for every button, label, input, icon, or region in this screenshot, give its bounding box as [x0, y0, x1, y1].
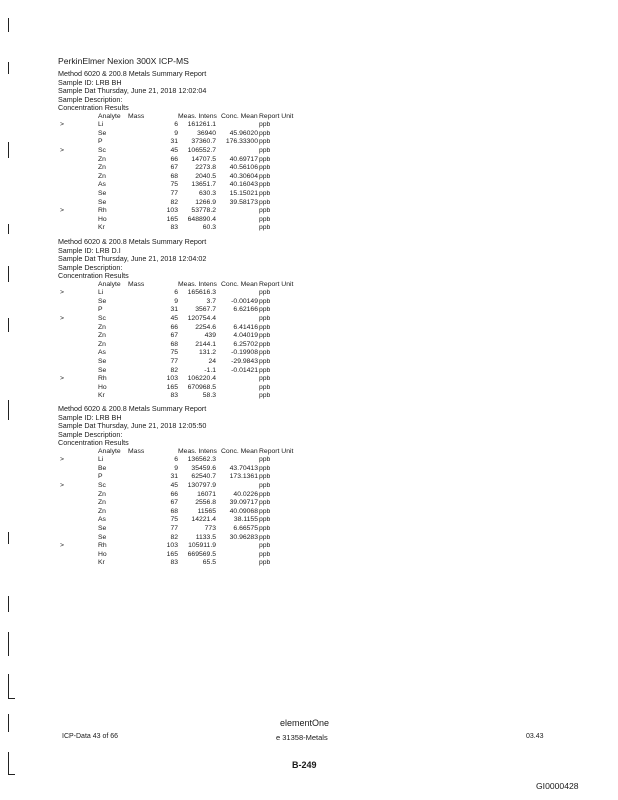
cell-conc: 6.25702	[233, 340, 258, 348]
cell-flag: >	[60, 542, 64, 550]
sample-id: Sample ID: LRB BH	[58, 412, 122, 422]
column-header-report-unit: Report Unit	[259, 280, 294, 288]
sample-date: Sample Dat Thursday, June 21, 2018 12:05:50	[58, 421, 207, 430]
cell-analyte: Zn	[98, 499, 106, 507]
cell-mass: 66	[170, 323, 178, 331]
cell-unit: ppb	[259, 215, 271, 223]
cell-intens: 3.7	[206, 297, 216, 305]
cell-unit: ppb	[259, 323, 271, 331]
cell-mass: 103	[166, 207, 178, 215]
cell-intens: 161261.1	[187, 121, 216, 129]
cell-conc: -29.9843	[231, 357, 258, 365]
cell-unit: ppb	[259, 207, 271, 215]
cell-unit: ppb	[259, 224, 271, 232]
margin-mark	[8, 318, 9, 332]
document-id: GI0000428	[536, 781, 579, 791]
cell-unit: ppb	[259, 533, 271, 541]
cell-conc: 4.04019	[233, 332, 258, 340]
cell-mass: 67	[170, 332, 178, 340]
cell-analyte: Rh	[98, 542, 107, 550]
cell-unit: ppb	[259, 172, 271, 180]
cell-mass: 31	[170, 473, 178, 481]
cell-intens: 165616.3	[187, 289, 216, 297]
cell-mass: 31	[170, 138, 178, 146]
margin-mark	[8, 674, 15, 699]
cell-conc: 40.0226	[233, 490, 258, 498]
cell-mass: 67	[170, 164, 178, 172]
cell-analyte: Rh	[98, 375, 107, 383]
cell-analyte: Se	[98, 297, 107, 305]
cell-intens: 16071	[197, 490, 216, 498]
sample-description: Sample Description:	[58, 429, 123, 439]
cell-mass: 68	[170, 507, 178, 515]
cell-unit: ppb	[259, 550, 271, 558]
cell-unit: ppb	[259, 146, 271, 154]
cell-intens: 11565	[197, 507, 216, 515]
cell-unit: ppb	[259, 481, 271, 489]
cell-unit: ppb	[259, 349, 271, 357]
cell-mass: 77	[170, 524, 178, 532]
cell-flag: >	[60, 456, 64, 464]
cell-intens: 670968.5	[187, 383, 216, 391]
cell-intens: 106220.4	[187, 375, 216, 383]
cell-analyte: Zn	[98, 172, 106, 180]
cell-conc: 15.15021	[229, 189, 258, 197]
cell-flag: >	[60, 146, 64, 154]
cell-mass: 82	[170, 198, 178, 206]
cell-unit: ppb	[259, 121, 271, 129]
cell-unit: ppb	[259, 297, 271, 305]
cell-flag: >	[60, 121, 64, 129]
cell-intens: 2273.8	[195, 164, 216, 172]
margin-mark	[8, 224, 9, 234]
cell-conc: 40.16043	[229, 181, 258, 189]
cell-analyte: Be	[98, 464, 107, 472]
cell-analyte: As	[98, 349, 106, 357]
cell-intens: 130797.9	[187, 481, 216, 489]
cell-conc: 39.09717	[229, 499, 258, 507]
cell-mass: 165	[166, 383, 178, 391]
cell-unit: ppb	[259, 164, 271, 172]
cell-mass: 45	[170, 481, 178, 489]
cell-intens: -1.1	[204, 366, 216, 374]
cell-conc: 30.96283	[229, 533, 258, 541]
sample-date: Sample Dat Thursday, June 21, 2018 12:04:02	[58, 254, 207, 263]
cell-conc: 173.1361	[229, 473, 258, 481]
cell-mass: 165	[166, 550, 178, 558]
sample-description: Sample Description:	[58, 262, 123, 272]
margin-mark	[8, 532, 9, 544]
cell-unit: ppb	[259, 189, 271, 197]
cell-unit: ppb	[259, 306, 271, 314]
cell-intens: 35459.6	[191, 464, 216, 472]
cell-mass: 165	[166, 215, 178, 223]
cell-mass: 75	[170, 349, 178, 357]
cell-unit: ppb	[259, 181, 271, 189]
cell-intens: 669569.5	[187, 550, 216, 558]
footer-right-code: 03.43	[526, 733, 544, 740]
cell-conc: 40.30604	[229, 172, 258, 180]
cell-analyte: Kr	[98, 559, 105, 567]
column-header-report-unit: Report Unit	[259, 112, 294, 120]
cell-intens: 131.2	[198, 349, 216, 357]
footer-page-count: ICP-Data 43 of 66	[62, 733, 119, 740]
cell-intens: 13651.7	[191, 181, 216, 189]
cell-unit: ppb	[259, 464, 271, 472]
cell-mass: 103	[166, 542, 178, 550]
cell-conc: 40.69717	[229, 155, 258, 163]
cell-conc: 45.96020	[229, 129, 258, 137]
cell-mass: 6	[174, 121, 178, 129]
concentration-results-label: Concentration Results	[58, 438, 129, 447]
cell-mass: 6	[174, 456, 178, 464]
column-header-meas-intens: Meas. Intens	[178, 447, 217, 455]
page-code: B-249	[292, 760, 317, 770]
cell-mass: 103	[166, 375, 178, 383]
margin-mark	[8, 62, 9, 74]
cell-intens: 106552.7	[187, 146, 216, 154]
margin-mark	[8, 714, 9, 732]
margin-mark	[8, 18, 9, 32]
cell-mass: 9	[174, 129, 178, 137]
margin-mark	[8, 142, 9, 158]
cell-analyte: Zn	[98, 490, 106, 498]
cell-mass: 83	[170, 392, 178, 400]
cell-analyte: Rh	[98, 207, 107, 215]
cell-mass: 9	[174, 464, 178, 472]
cell-analyte: Sc	[98, 146, 106, 154]
cell-unit: ppb	[259, 357, 271, 365]
cell-analyte: Zn	[98, 164, 106, 172]
margin-mark	[8, 632, 9, 656]
cell-mass: 68	[170, 340, 178, 348]
cell-mass: 82	[170, 533, 178, 541]
cell-analyte: Li	[98, 456, 104, 464]
cell-unit: ppb	[259, 473, 271, 481]
cell-intens: 773	[204, 524, 216, 532]
column-header-analyte: Analyte	[98, 112, 121, 120]
cell-unit: ppb	[259, 456, 271, 464]
cell-analyte: P	[98, 473, 103, 481]
cell-analyte: Se	[98, 129, 107, 137]
cell-analyte: As	[98, 181, 106, 189]
cell-unit: ppb	[259, 507, 271, 515]
sample-id: Sample ID: LRB BH	[58, 77, 122, 87]
column-header-conc-mean: Conc. Mean	[221, 280, 258, 288]
cell-unit: ppb	[259, 559, 271, 567]
cell-intens: 58.3	[202, 392, 216, 400]
cell-analyte: Zn	[98, 155, 106, 163]
cell-unit: ppb	[259, 383, 271, 391]
cell-intens: 439	[204, 332, 216, 340]
cell-intens: 105911.9	[188, 542, 216, 550]
cell-analyte: As	[98, 516, 106, 524]
cell-mass: 67	[170, 499, 178, 507]
cell-conc: 40.56106	[229, 164, 258, 172]
cell-intens: 60.3	[202, 224, 216, 232]
cell-conc: -0.19908	[231, 349, 258, 357]
footer-job-number: e 31358-Metals	[276, 733, 328, 742]
column-header-analyte: Analyte	[98, 447, 121, 455]
cell-intens: 120754.4	[187, 314, 216, 322]
cell-conc: 38.1155	[233, 516, 258, 524]
cell-intens: 136562.3	[187, 456, 216, 464]
cell-mass: 9	[174, 297, 178, 305]
cell-mass: 68	[170, 172, 178, 180]
cell-unit: ppb	[259, 138, 271, 146]
cell-conc: 6.66575	[233, 524, 258, 532]
cell-intens: 2556.8	[195, 499, 216, 507]
cell-mass: 45	[170, 314, 178, 322]
concentration-results-label: Concentration Results	[58, 271, 129, 280]
cell-conc: 176.33300	[225, 138, 258, 146]
column-header-report-unit: Report Unit	[259, 447, 294, 455]
cell-unit: ppb	[259, 198, 271, 206]
cell-conc: -0.01421	[231, 366, 258, 374]
cell-analyte: Li	[98, 289, 104, 297]
cell-intens: 1266.9	[195, 198, 216, 206]
cell-mass: 83	[170, 224, 178, 232]
column-header-meas-intens: Meas. Intens	[178, 280, 217, 288]
cell-mass: 45	[170, 146, 178, 154]
table-row	[58, 558, 318, 567]
cell-analyte: Ho	[98, 383, 107, 391]
cell-conc: 40.09068	[229, 507, 258, 515]
cell-intens: 65.5	[202, 559, 216, 567]
cell-unit: ppb	[259, 524, 271, 532]
cell-analyte: Se	[98, 189, 107, 197]
cell-conc: -0.00149	[231, 297, 258, 305]
cell-analyte: Se	[98, 357, 107, 365]
table-row	[58, 223, 318, 232]
column-header-mass: Mass	[128, 112, 145, 120]
margin-mark	[8, 400, 9, 420]
cell-analyte: Ho	[98, 550, 107, 558]
cell-mass: 6	[174, 289, 178, 297]
margin-mark	[8, 266, 9, 282]
cell-analyte: Zn	[98, 340, 106, 348]
cell-mass: 75	[170, 516, 178, 524]
cell-intens: 1133.5	[195, 533, 216, 541]
cell-unit: ppb	[259, 289, 271, 297]
instrument-title: PerkinElmer Nexion 300X ICP-MS	[58, 56, 189, 66]
cell-analyte: Se	[98, 524, 107, 532]
sample-date: Sample Dat Thursday, June 21, 2018 12:02:04	[58, 86, 207, 95]
cell-analyte: Zn	[98, 332, 106, 340]
cell-analyte: Ho	[98, 215, 107, 223]
cell-analyte: Kr	[98, 392, 105, 400]
cell-unit: ppb	[259, 332, 271, 340]
cell-mass: 66	[170, 155, 178, 163]
company-name: elementOne	[280, 718, 330, 728]
cell-conc: 43.70413	[229, 464, 258, 472]
cell-analyte: Li	[98, 121, 104, 129]
cell-mass: 75	[170, 181, 178, 189]
column-header-analyte: Analyte	[98, 280, 121, 288]
cell-flag: >	[60, 481, 64, 489]
column-header-conc-mean: Conc. Mean	[221, 112, 258, 120]
cell-flag: >	[60, 314, 64, 322]
sample-id: Sample ID: LRB D.I	[58, 245, 121, 255]
cell-unit: ppb	[259, 499, 271, 507]
cell-intens: 62540.7	[191, 473, 216, 481]
cell-analyte: Zn	[98, 507, 106, 515]
cell-analyte: P	[98, 306, 103, 314]
margin-mark	[8, 752, 15, 775]
method-title: Method 6020 & 200.8 Metals Summary Report	[58, 237, 207, 246]
cell-intens: 53778.2	[191, 207, 216, 215]
cell-unit: ppb	[259, 375, 271, 383]
method-title: Method 6020 & 200.8 Metals Summary Report	[58, 69, 207, 78]
cell-unit: ppb	[259, 516, 271, 524]
cell-flag: >	[60, 375, 64, 383]
cell-unit: ppb	[259, 392, 271, 400]
cell-analyte: Zn	[98, 323, 106, 331]
cell-intens: 648890.4	[187, 215, 216, 223]
cell-mass: 66	[170, 490, 178, 498]
cell-intens: 37360.7	[191, 138, 216, 146]
margin-mark	[8, 596, 9, 612]
cell-analyte: P	[98, 138, 103, 146]
method-title: Method 6020 & 200.8 Metals Summary Report	[58, 404, 207, 413]
cell-analyte: Sc	[98, 481, 106, 489]
cell-analyte: Se	[98, 198, 107, 206]
cell-intens: 14707.5	[191, 155, 216, 163]
cell-analyte: Se	[98, 533, 107, 541]
cell-intens: 2254.6	[195, 323, 216, 331]
cell-mass: 77	[170, 189, 178, 197]
cell-unit: ppb	[259, 129, 271, 137]
cell-unit: ppb	[259, 542, 271, 550]
cell-flag: >	[60, 207, 64, 215]
cell-mass: 82	[170, 366, 178, 374]
table-row	[58, 391, 318, 400]
cell-unit: ppb	[259, 314, 271, 322]
cell-unit: ppb	[259, 366, 271, 374]
cell-mass: 31	[170, 306, 178, 314]
cell-mass: 77	[170, 357, 178, 365]
cell-intens: 2040.5	[195, 172, 216, 180]
cell-intens: 3567.7	[195, 306, 216, 314]
column-header-meas-intens: Meas. Intens	[178, 112, 217, 120]
cell-conc: 39.58173	[229, 198, 258, 206]
cell-conc: 6.41416	[233, 323, 258, 331]
cell-conc: 6.62166	[233, 306, 258, 314]
cell-unit: ppb	[259, 155, 271, 163]
cell-intens: 630.3	[198, 189, 216, 197]
cell-unit: ppb	[259, 490, 271, 498]
concentration-results-label: Concentration Results	[58, 103, 129, 112]
column-header-mass: Mass	[128, 280, 145, 288]
column-header-conc-mean: Conc. Mean	[221, 447, 258, 455]
cell-intens: 2144.1	[195, 340, 216, 348]
cell-analyte: Sc	[98, 314, 106, 322]
cell-intens: 24	[208, 357, 216, 365]
cell-analyte: Se	[98, 366, 107, 374]
cell-mass: 83	[170, 559, 178, 567]
cell-unit: ppb	[259, 340, 271, 348]
sample-description: Sample Description:	[58, 94, 123, 104]
cell-flag: >	[60, 289, 64, 297]
cell-intens: 36940	[197, 129, 216, 137]
cell-intens: 14221.4	[191, 516, 216, 524]
cell-analyte: Kr	[98, 224, 105, 232]
column-header-mass: Mass	[128, 447, 145, 455]
